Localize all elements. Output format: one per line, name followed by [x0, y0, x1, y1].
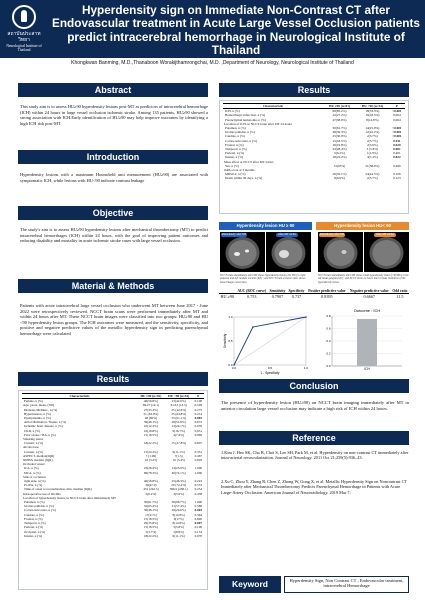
bar-y-tick-label: 0.6: [326, 326, 331, 331]
introduction-heading: Introduction: [18, 150, 208, 164]
table-cell: Caudate, n (%): [24, 512, 44, 517]
roc-x-tick-label: 0.0: [231, 366, 237, 370]
table-header-cell: HU <90 (n=54): [356, 104, 389, 109]
objective-text: The study's aim is to assess HU≥90 hyperdensity lesions after mechanical thrombectomy (MT) to predict intracerebral hemorrhages (ICH) within 24 hours, with the goal of improving patient outcomes and reducing disability and mortality in acute ischemic stroke cases with large vessel occlusion.: [20, 227, 208, 244]
reference-item: 1.Kim J, Heo SK, Cho B, Choi S, Lee SH, Park M, et al. Hyperdensity on non-contrast CT immediately after intra-arterial revascularization. Journal of Neurology. 2011 Oct 21;259(5):936–43.: [221, 450, 409, 461]
table-cell: 15 (27.8%): [171, 441, 187, 446]
results-right-panel: [219, 100, 409, 214]
bar-y-tick-label: 0.8: [326, 314, 331, 318]
table-cell: 0.496: [393, 163, 401, 168]
ct-scan-hu90-24h: [266, 232, 311, 272]
table-cell: 23(28.4%): [143, 466, 158, 471]
table-cell: 0.364: [194, 512, 202, 517]
table-cell: 3(5.6%): [173, 491, 185, 496]
tag-right-immediate: Immediately after MT: [319, 233, 345, 236]
ct-scan-hulow-immediate: [318, 232, 363, 272]
auc-cell: 11.5: [396, 294, 404, 300]
header-banner: [0, 0, 425, 58]
auc-header-cell: Specificity: [288, 289, 305, 293]
introduction-text: Hyperdensity lesions with a maximum Hounsfield unit measurement (HU≥90) are associated with symptomatic ICH, while lesions with HU<90 indicate contrast leakage: [20, 172, 208, 183]
authors-line: Khongkwan Banming, M.D.,Thanaboon Worakijthamrongchai, M.D. ,Department of Neurology, Neurological Institute of Thailand: [71, 60, 354, 66]
table-header-cell: Characteristic: [22, 394, 137, 399]
table-cell: 0.123: [393, 176, 401, 181]
table-cell: 25 (42.6%): [171, 407, 187, 412]
roc-x-axis-label: 1 - Specificity: [260, 371, 280, 375]
table-cell: 50(61.7%): [143, 500, 158, 505]
table-cell: 15(18.5%): [143, 525, 158, 530]
roc-y-tick-label: 1.0: [228, 315, 233, 319]
table-cell: Insular, n (%): [24, 533, 43, 538]
table-cell: Hypertension, n (%): [24, 411, 51, 416]
table-cell: 29(35.8%): [143, 521, 158, 526]
table-cell: Location of hyperdensity lesion on NCCT brain after immediately MT: [23, 495, 117, 500]
table-cell: Prior stroke /TIA, n (%): [24, 432, 56, 437]
table-cell: Age, years, mean, (SD): [23, 403, 54, 408]
roc-curve-chart: [222, 314, 310, 376]
table-header-cell: P: [389, 104, 405, 109]
table-cell: 0.064: [393, 113, 401, 118]
auc-cell: 0.8395: [321, 294, 333, 300]
roc-y-axis-label: Sensitivity: [223, 333, 227, 349]
table-cell: Location of ICH on NCCT brain after MT 24 hours: [224, 121, 292, 126]
table-cell: 9(11.1%): [172, 449, 185, 454]
table-cell: 12(22.2%): [365, 130, 380, 135]
table-cell: Parenchymal hematoma, n (%): [225, 117, 266, 122]
table-cell: 0.254: [194, 487, 202, 492]
table-cell: 23(42.6%): [171, 399, 186, 404]
table-cell: 9(17%): [173, 516, 184, 521]
table-cell: Alcohol use: [23, 445, 39, 450]
table-cell: 0.818: [194, 458, 202, 463]
table-cell: 0.020: [393, 142, 401, 147]
table-cell: 0.064: [393, 117, 401, 122]
table-cell: 5(5.8%): [173, 525, 185, 530]
institute-logo: [4, 5, 44, 51]
table-cell: 48 (60%): [144, 416, 158, 421]
bar-y-tick-label: 0.2: [326, 351, 331, 356]
table-cell: 15(18.5%): [143, 432, 158, 437]
table-cell: Parietal, n (%): [24, 525, 44, 530]
table-cell: 0.331: [194, 449, 202, 454]
table-cell: 16 (5.45): [172, 458, 185, 463]
table-cell: 69(78.3%): [143, 470, 158, 475]
table-cell: 46(56.8%): [143, 479, 158, 484]
table-cell: ICH, n (%): [225, 109, 240, 114]
roc-y-tick-label: 0.0: [228, 363, 233, 367]
table-cell: 59(48.1%): [143, 420, 158, 425]
table-cell: 0.214: [194, 411, 202, 416]
table-cell: Intraoperative use of IIb/IIIa: [23, 491, 61, 496]
table-cell: Time of onset to recanalization, min, median (IQR): [24, 487, 92, 492]
table-cell: 0.458: [194, 491, 202, 496]
table-cell: 1.000: [194, 466, 202, 471]
table-cell: Yes, n (%): [225, 163, 239, 168]
table-cell: Ischemic heart disease, n (%): [24, 424, 63, 429]
table-cell: ICA, n (%): [24, 466, 39, 471]
table-cell: 0.070: [194, 533, 202, 538]
table-cell: 0.003: [194, 416, 202, 421]
table-cell: 0.106: [194, 399, 202, 404]
table-cell: 22(27.2%): [332, 113, 347, 118]
table-cell: 39(47.9): [145, 483, 157, 488]
table-cell: Diabetes Mellitus , n (%): [24, 407, 58, 412]
table-cell: 26(32.1%): [332, 172, 347, 177]
table-cell: 0.022: [393, 155, 401, 160]
table-cell: 27(33.3%): [143, 407, 158, 412]
table-cell: 26(29.6%): [171, 508, 186, 513]
table-cell: 0.003: [194, 508, 202, 513]
table-cell: 0.820: [194, 516, 202, 521]
auc-header-cell: Negative predictive value: [348, 289, 391, 294]
table-cell: 10(12.3%): [143, 424, 158, 429]
table-cell: 18(22.2%): [143, 441, 158, 446]
table-cell: 2(3.6%): [367, 142, 378, 147]
table-cell: 8(14.8%): [172, 512, 185, 517]
outcome-bar-chart: [318, 306, 408, 376]
table-cell: 18(22.2%): [143, 533, 158, 538]
roc-curve-point: [305, 316, 307, 318]
table-cell: Hemorrhagic infarction, n (%): [225, 113, 266, 118]
table-cell: 35 (64.8%): [171, 411, 187, 416]
auc-header-cell: Odd ratio: [392, 289, 408, 293]
auc-cell: 0.753: [247, 294, 257, 300]
roc-y-tick-label: 0.5: [228, 339, 233, 343]
results-left-heading: Results: [18, 372, 208, 386]
conclusion-heading: Conclusion: [219, 379, 409, 393]
table-cell: 33 (61.1%): [171, 416, 187, 421]
table-cell: 4(7.4%): [367, 155, 378, 160]
bar-y-tick-label: 0.4: [326, 339, 331, 343]
table-cell: 5(8.9%): [173, 529, 185, 534]
table-cell: 0.607: [194, 441, 202, 446]
figure-right-note: NCCT brain immediately after MT shows small hyperdensity lesion (<90 HU) in the left basal ganglia (left) ; and NCCT brain 24 hours later reveals resolution of the hyperdensity lesion.: [318, 274, 409, 284]
table-cell: 0.076: [194, 424, 202, 429]
table-cell: Putamen, n (%): [225, 126, 246, 131]
table-cell: Parietal, n (%): [225, 151, 245, 156]
objective-heading: Objective: [18, 206, 208, 220]
methods-heading: Material & Methods: [18, 279, 208, 293]
table-header-cell: P: [193, 394, 204, 399]
table-cell: 18(22.2%): [332, 155, 347, 160]
table-cell: 31(63%): [333, 163, 346, 168]
table-cell: Death within 90 days, n (%): [225, 176, 263, 181]
table-cell: <0.001: [392, 134, 402, 139]
table-cell: 24(44.5%): [365, 172, 380, 177]
table-cell: 0.672: [194, 420, 202, 425]
table-cell: Frontal, n (%): [225, 142, 244, 147]
table-cell: 16 (5.25): [144, 458, 157, 463]
table-cell: 25(30.9%): [332, 134, 347, 139]
table-cell: 0.222: [194, 479, 202, 484]
table-cell: 0.106: [393, 172, 401, 177]
bar-category-label: ICH: [364, 367, 370, 371]
table-cell: 6(11.1%): [172, 533, 185, 538]
figure-right-caption: Hyperdensity lesion HU< 90: [316, 222, 409, 230]
table-cell: 431 (242.5): [143, 487, 159, 492]
table-cell: 9(16.7%): [172, 428, 185, 433]
table-cell: 10(18.5%): [365, 113, 380, 118]
table-cell: 23(28.4%): [332, 147, 347, 152]
table-cell: 1(1.9%): [367, 151, 378, 156]
table-header-cell: HU ≥90 (n=81): [323, 104, 356, 109]
tag-left-immediate: Immediately after MT: [221, 233, 247, 236]
bar-ich: [357, 319, 377, 366]
abstract-heading: Abstract: [18, 83, 208, 97]
table-cell: 8(9.9%): [334, 176, 345, 181]
roc-curve-point: [252, 326, 254, 328]
tag-left-24h: After MT 24 hrs: [277, 233, 297, 236]
table-cell: 0.553: [194, 483, 202, 488]
roc-curve-point: [233, 364, 235, 366]
auc-table-wrap: [219, 289, 409, 300]
table-cell: Atrial fibrillation / flutter, n (%): [24, 420, 67, 425]
table-cell: 21(38.9%): [365, 163, 380, 168]
table-cell: 1.000: [194, 470, 202, 475]
table-cell: CKD, n (%): [24, 428, 41, 433]
table-cell: 16(19.8%): [332, 142, 347, 147]
table-cell: 16(19.8%): [143, 428, 158, 433]
table-cell: 2(3.7%): [367, 134, 378, 139]
table-cell: 36(66.7%): [171, 500, 186, 505]
table-cell: Current, n (%): [24, 449, 44, 454]
table-cell: MRS0-2, n (%): [225, 172, 246, 177]
table-cell: 0.100: [194, 525, 202, 530]
table-cell: 15(24.3%): [143, 449, 158, 454]
table-cell: Smoking status: [23, 437, 44, 442]
table-cell: 4(7.4%): [173, 432, 185, 437]
logo-english-name: Neurological Institute of Thailand: [6, 44, 42, 52]
table-cell: 28(51.9%): [171, 420, 186, 425]
keyword-text: Hyperdensity Sign, Non Contrast CT , Endovascular treatment, intracerebral Hemorrhage: [284, 576, 409, 593]
table-cell: <0.001: [392, 109, 402, 114]
table-cell: 3 (5.6%): [366, 147, 379, 152]
table-cell: 15(18.5%): [332, 138, 347, 143]
table-cell: MCA, n (%): [24, 470, 41, 475]
table-cell: Cortex-subcortex, n (%): [24, 508, 56, 513]
table-cell: 5(3.7%): [145, 529, 157, 534]
reference-item: 2.Xu C, Zhou Y, Zhang R, Chen Z, Zhong W, Gong X, et al. Metallic Hyperdensity Sign on Noncontrast CT Immediately after Mechanical Thrombectomy Predicts Parenchymal Hemorrhage in Patients with Acute Large-Artery Occlusion. American Journal of Neuroradiology. 2019 Mar 7;: [221, 479, 407, 495]
table-cell: Temporal, n (%): [24, 521, 46, 526]
table-cell: Occipital, n (%): [24, 529, 46, 534]
table-cell: 14(25.9%): [171, 466, 186, 471]
table-cell: 396.5 (238.1): [169, 487, 188, 492]
auc-cell: 0.6667: [363, 294, 375, 300]
table-cell: Insular, n (%): [225, 155, 244, 160]
table-cell: <0.001: [392, 126, 402, 131]
table-cell: Temporal, n (%): [225, 147, 247, 152]
table-cell: Female, n (%): [24, 399, 43, 404]
table-cell: 47(58.0%): [332, 117, 347, 122]
conclusion-text: The presence of hyperdensity lesion (HU≥90) on NCCT brain imaging immediately after MT in anterior circulation large vessel occlusion may indicate a high risk of ICH within 24 hours.: [221, 400, 409, 411]
methods-text: Patients with acute intracerebral large vessel occlusion who underwent MT between June 2017 - June 2022 were retrospectively reviewed. NCCT brain scans were performed immediately after MT and within 24 hours after MT. These NCCT brain images were classified into two groups: HU≥90 and HU <90 hyperdensity lesion groups. The ICH outcomes were measured, and the sensitivity, specificity, and positive and negative predictive values of the metallic hyperdensity sign in predicting parenchymal hemorrhage were calculated: [20, 303, 208, 336]
table-cell: 25(46.3%): [171, 479, 186, 484]
table-cell: 8(14.8%): [366, 117, 379, 122]
table-cell: Caudate, n (%): [225, 134, 245, 139]
reference-heading: Reference: [219, 431, 409, 445]
abstract-text: This study aim is to assess HU≥90 hyperdensity lesions post-MT as predictors of intracerebral hemorrhage (ICH) within 24 hours in large vessel occlusion ischemic stroke. Among 135 patients, HU≥90 showed a strong association with ICH.Early identification of HU≥90 may help improve outcomes by identifying a high ICH risk post-MT.: [20, 104, 208, 126]
table-cell: 0.586: [194, 504, 202, 509]
table-cell: 0.007: [194, 521, 202, 526]
table-cell: Current, n (%): [24, 441, 44, 446]
table-cell: 61.63 (13.5): [170, 403, 187, 408]
results-left-panel: [18, 390, 208, 590]
ct-scan-hulow-24h: [364, 232, 409, 272]
table-cell: ASPECT, median(IQR): [23, 453, 55, 458]
table-cell: 69.27 (14.1): [142, 403, 160, 408]
table-cell: Side of occlusion: [23, 474, 46, 479]
table-cell: 55(65.4%): [143, 504, 158, 509]
table-row: [223, 176, 405, 180]
keyword-label: Keyword: [219, 576, 281, 593]
table-cell: 0.011: [393, 138, 401, 143]
table-cell: 46(56.8%): [143, 399, 158, 404]
auc-cell: HU ≥90: [220, 294, 235, 300]
auc-header-cell: Positive predictive value: [306, 289, 348, 294]
diagnostic-accuracy-table: [219, 289, 409, 300]
table-cell: Cortex-subcortex, n (%): [225, 138, 257, 143]
table-cell: 0.401: [393, 151, 401, 156]
table-cell: 0.651: [194, 428, 202, 433]
table-header-cell: HU ≥90 (n=81): [137, 394, 165, 399]
table-cell: 2(3.7%): [367, 176, 378, 181]
roc-x-tick-label: 1.0: [303, 366, 309, 370]
table-cell: 40(74.1%): [171, 470, 186, 475]
table-cell: 15(18.5%): [143, 516, 158, 521]
table-cell: 39(48.1%): [143, 508, 158, 513]
ct-scan-hu90-immediate: [220, 232, 265, 272]
table-cell: <0.001: [392, 130, 402, 135]
auc-cell: 0.737: [291, 294, 302, 300]
table-cell: 0.001: [393, 147, 401, 152]
table-cell: 7 (1.99): [145, 453, 157, 458]
table-cell: Mass effect at NCCT after MT 24 hrs: [224, 159, 274, 164]
table-header-cell: HU <90 (n=54): [165, 394, 193, 399]
auc-cell: 0.7907: [271, 294, 284, 300]
table-cell: 50(61.7%): [332, 126, 347, 131]
table-cell: 69(85.2%): [332, 109, 347, 114]
table-cell: Globus pallidus, n (%): [24, 504, 54, 509]
table-cell: 0.528: [194, 403, 202, 408]
auc-header-cell: Sensitivity: [269, 289, 286, 293]
table-cell: 13(24.1%): [171, 424, 186, 429]
table-cell: 20 (72.2%): [171, 483, 187, 488]
table-cell: Globus pallidus, n (%): [225, 130, 255, 135]
outcome-table: [223, 103, 405, 181]
bar-chart-title: Outcome : ICH: [353, 308, 381, 313]
table-cell: 1.000: [194, 500, 202, 505]
table-cell: 0.153: [194, 529, 202, 534]
table-cell: 48(59.3%): [332, 130, 347, 135]
table-cell: 51 (63.0%): [143, 411, 159, 416]
poster-title: Hyperdensity sign on Immediate Non-Contrast CT after Endovascular treatment in Acute Large Vessel Occlusion patients predict intracerebral hemorrhage in Neurological Institute of Thailand: [51, 3, 420, 57]
table-cell: 7(1.5): [174, 453, 183, 458]
table-cell: right side, n (%): [24, 479, 46, 484]
table-header-cell: Characteristic: [223, 104, 323, 109]
institute-logo-icon: [12, 5, 36, 29]
baseline-characteristics-table: [22, 393, 204, 538]
roc-x-tick-label: 0.5: [267, 366, 273, 370]
results-right-heading: Results: [219, 83, 409, 97]
table-cell: Occluded vessel: [23, 462, 45, 467]
figure-left-note: NCCT brain immediately after MT shows hyperdensity lesion (112 HU) in right putamen and left caudate nucleus (left) ; and NCCT brain 24 hours later shows hemorrhagic conversion.: [220, 274, 306, 284]
figure-left-caption: Hyperdensity lesion HU ≥ 90: [219, 222, 312, 230]
table-cell: 8(14.8%): [172, 521, 185, 526]
table-cell: 5(6.2%): [334, 151, 345, 156]
table-cell: 0.069: [194, 432, 202, 437]
table-cell: NIHSS, median (IQR): [23, 458, 53, 463]
table-cell: Putamen, n (%): [24, 500, 45, 505]
auc-header-cell: AUC (ROC curve): [237, 289, 266, 293]
table-cell: 2(3.7%): [367, 138, 378, 143]
table-cell: Frontal, n (%): [24, 516, 43, 521]
table-row: [22, 534, 204, 538]
table-cell: 18(33.3%): [365, 109, 380, 114]
table-cell: Dyslipidemia, n (%): [24, 416, 51, 421]
table-cell: mRS score at 3 months: [224, 168, 255, 173]
tag-right-24h: After MT 24 hrs: [375, 233, 395, 236]
table-cell: 17(21%): [145, 512, 157, 517]
table-cell: 14(25.9%): [365, 126, 380, 131]
logo-thai-name: สถาบันประสาทวิทยา: [7, 32, 41, 43]
table-cell: 5(6.2%): [145, 491, 157, 496]
table-cell: 0.467: [194, 453, 202, 458]
table-cell: 31(57.4%): [171, 504, 186, 509]
bar-y-tick-label: 0.0: [326, 364, 331, 368]
table-cell: 0.275: [194, 407, 202, 412]
table-cell: IV-tPA, n (%): [24, 483, 43, 488]
